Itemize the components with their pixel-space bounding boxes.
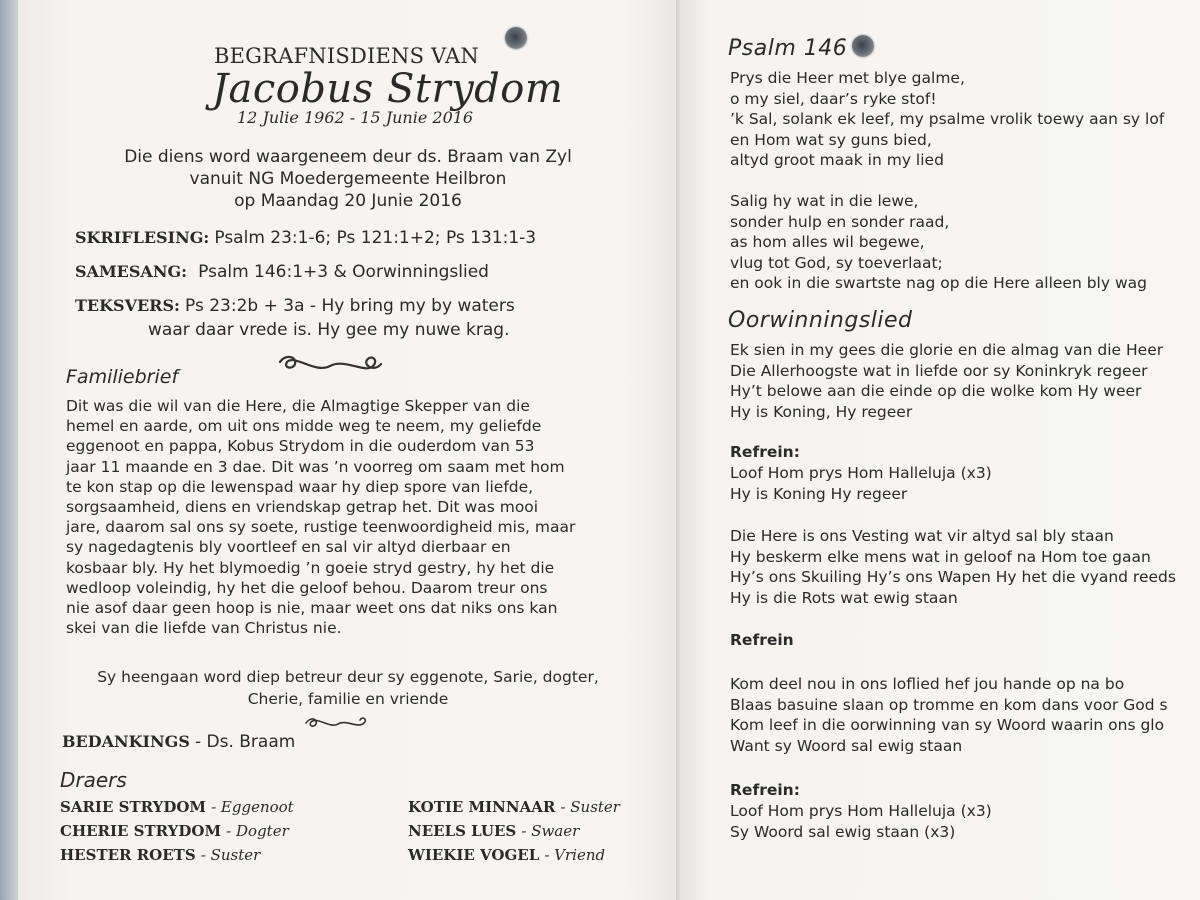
list-item [408, 843, 620, 867]
samesang-row [75, 262, 489, 282]
text-line: Ek sien in my gees die glorie en die almag van die Heer [730, 341, 1164, 359]
familiebrief-heading: Familiebrief [66, 366, 179, 388]
text-line: Hy is die Rots wat ewig staan [730, 588, 958, 607]
text-line: o my siel, daar’s ryke stof! [730, 89, 937, 108]
text-line: Dit was die wil van die Here, die Almagtige Skepper van die [66, 397, 530, 415]
teksvers-row [75, 296, 515, 316]
refrein-1 [730, 463, 992, 504]
samesang-value: Psalm 146:1+3 & Oorwinningslied [198, 262, 489, 282]
list-item [408, 819, 620, 843]
stanza-2 [730, 526, 1176, 608]
bedankings-row [62, 732, 295, 752]
text-line: hemel en aarde, om uit ons midde weg te neem, my geliefde [66, 417, 542, 436]
text-line: en ook in die swartste nag op die Here alleen bly wag [730, 274, 1147, 292]
draer-role: - Vriend [544, 846, 606, 864]
punch-hole [505, 27, 527, 49]
draer-role: - Suster [560, 798, 620, 816]
text-line: Sy heengaan word diep betreur deur sy eggenote, Sarie, dogter, [97, 668, 599, 686]
draer-role: - Dogter [226, 822, 289, 840]
text-line: ’k Sal, solank ek leef, my psalme vrolik toewy aan sy lof [730, 110, 1165, 128]
draer-name: HESTER ROETS [60, 846, 196, 864]
service-line: op Maandag 20 Junie 2016 [234, 191, 462, 211]
oorwinningslied-heading: Oorwinningslied [728, 308, 913, 333]
text-line: Loof Hom prys Hom Halleluja (x3) [730, 802, 992, 820]
bedankings-value: - Ds. Braam [194, 732, 296, 752]
text-line: Kom leef in die oorwinning van sy Woord waarin ons glo [730, 716, 1165, 734]
text-line: Hy is Koning Hy regeer [730, 484, 908, 503]
text-line: Hy is Koning, Hy regeer [730, 402, 913, 421]
deceased-name: Jacobus Strydom [212, 66, 564, 112]
text-line: wedloop voleindig, hy het die geloof behou. Daarom treur ons [66, 578, 548, 597]
familiebrief-text [66, 396, 575, 638]
draer-role: - Swaer [521, 822, 580, 840]
page-title: BEGRAFNISDIENS VAN [214, 44, 479, 68]
ornament-divider [275, 350, 385, 380]
text-line: sorgsaamheid, diens en vriendskap getrap het. Dit was mooi [66, 498, 539, 517]
teksvers-value: Ps 23:2b + 3a - Hy bring my by waters [185, 296, 515, 316]
text-line: eggenoot en pappa, Kobus Strydom in die ouderdom van 53 [66, 437, 535, 456]
text-line: as hom alles wil begewe, [730, 233, 925, 251]
text-line: Hy’s ons Skuiling Hy’s ons Wapen Hy het die vyand reeds [730, 568, 1176, 586]
service-line: Die diens word waargeneem deur ds. Braam van Zyl [124, 147, 572, 167]
skriflesing-value: Psalm 23:1-6; Ps 121:1+2; Ps 131:1-3 [214, 228, 537, 248]
draer-name: CHERIE STRYDOM [60, 822, 222, 840]
text-line: Want sy Woord sal ewig staan [730, 736, 963, 755]
text-line: sy nagedagtenis bly voortleef en sal vir altyd dierbaar en [66, 538, 511, 557]
list-item [60, 843, 294, 867]
text-line: Sy Woord sal ewig staan (x3) [730, 822, 956, 841]
draer-role: - Suster [200, 846, 261, 864]
text-line: Die Here is ons Vesting wat vir altyd sal bly staan [730, 527, 1114, 545]
draer-name: NEELS LUES [408, 822, 517, 840]
text-line: sonder hulp en sonder raad, [730, 212, 950, 231]
page-fold [676, 0, 682, 900]
service-line: vanuit NG Moedergemeente Heilbron [189, 169, 507, 189]
small-ornament [302, 714, 372, 732]
bedankings-label: BEDANKINGS [62, 732, 190, 751]
blank-line [730, 171, 1164, 192]
text-line: Prys die Heer met blye galme, [730, 69, 965, 87]
samesang-label: SAMESANG: [75, 262, 188, 281]
text-line: Kom deel nou in ons loflied hef jou hande op na bo [730, 675, 1125, 693]
life-dates: 12 Julie 1962 - 15 Junie 2016 [237, 108, 474, 127]
text-line: skei van die liefde van Christus nie. [66, 619, 342, 638]
text-line: Cherie, familie en vriende [247, 690, 449, 708]
text-line: kosbaar bly. Hy het blymoedig ’n goeie stryd gestry, hy het die [66, 558, 555, 577]
text-line: nie asof daar geen hoop is nie, maar weet ons dat niks ons kan [66, 599, 558, 618]
list-item [60, 795, 294, 819]
service-info [18, 146, 678, 212]
heengaan-text [18, 666, 678, 710]
text-line: jaar 11 maande en 3 dae. Dit was ’n voorreg om saam met hom [66, 457, 565, 476]
stanza-1 [730, 340, 1163, 422]
list-item [408, 795, 620, 819]
text-line: en Hom wat sy guns bied, [730, 130, 932, 149]
text-line: Blaas basuine slaan op tromme en kom dans voor God s [730, 695, 1168, 714]
refrein-label: Refrein: [730, 781, 800, 799]
draer-role: - Eggenoot [211, 798, 294, 816]
text-line: Hy’t belowe aan die einde op die wolke kom Hy weer [730, 382, 1142, 400]
teksvers-value-cont: waar daar vrede is. Hy gee my nuwe krag. [148, 320, 510, 340]
draer-name: WIEKIE VOGEL [408, 846, 540, 864]
draers-heading: Draers [60, 768, 127, 792]
text-line: jare, daarom sal ons sy soete, rustige teenwoordigheid mis, maar [66, 518, 576, 537]
draer-name: KOTIE MINNAAR [408, 798, 556, 816]
text-line: Salig hy wat in die lewe, [730, 192, 919, 210]
refrein-3 [730, 801, 992, 842]
text-line: Hy beskerm elke mens wat in geloof na Hom toe gaan [730, 547, 1151, 566]
refrein-label: Refrein: [730, 443, 800, 461]
text-line: vlug tot God, sy toeverlaat; [730, 253, 943, 272]
skriflesing-label: SKRIFLESING: [75, 228, 210, 247]
list-item [60, 819, 294, 843]
psalm-heading: Psalm 146 [728, 36, 848, 61]
skriflesing-row [75, 228, 536, 248]
text-line: te kon stap op die lewenspad waar hy diep spore van liefde, [66, 477, 534, 496]
text-line: Loof Hom prys Hom Halleluja (x3) [730, 464, 992, 482]
draers-column-1 [60, 795, 294, 867]
draer-name: SARIE STRYDOM [60, 798, 206, 816]
text-line: Die Allerhoogste wat in liefde oor sy Koninkryk regeer [730, 361, 1148, 380]
teksvers-label: TEKSVERS: [75, 296, 180, 315]
refrein-label: Refrein [730, 631, 794, 649]
psalm-text [730, 68, 1164, 294]
punch-hole [852, 35, 874, 57]
stanza-3 [730, 674, 1168, 756]
draers-column-2 [408, 795, 620, 867]
text-line: altyd groot maak in my lied [730, 151, 944, 169]
